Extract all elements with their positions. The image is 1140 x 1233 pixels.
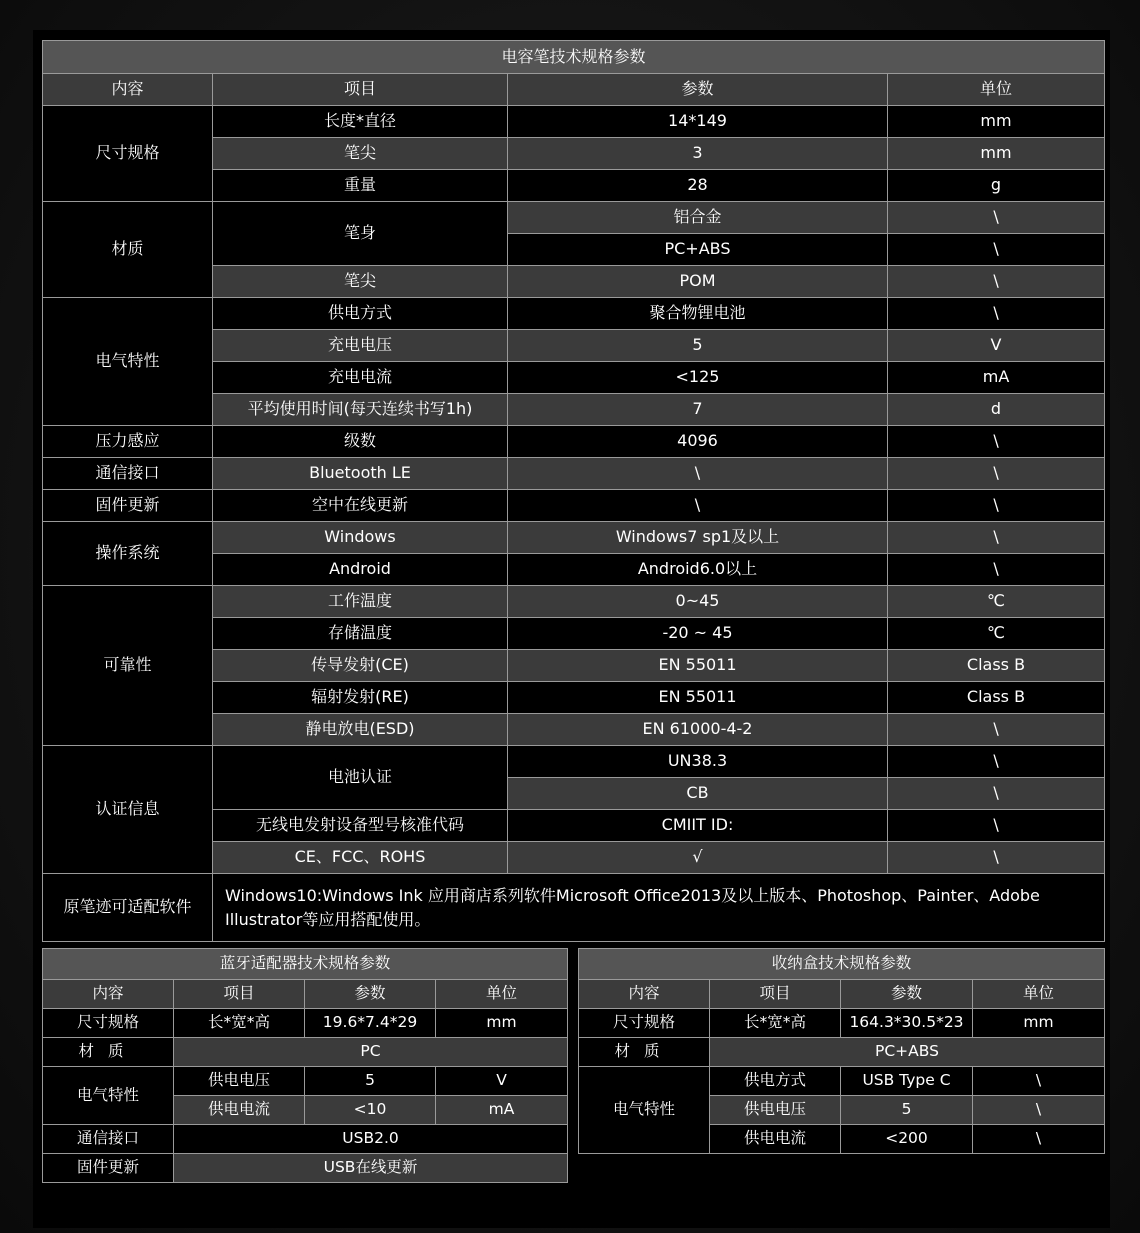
item-cell: 充电电流 <box>213 362 508 394</box>
item-cell: 空中在线更新 <box>213 490 508 522</box>
table-row <box>43 1009 568 1038</box>
param-cell: 7 <box>508 394 888 426</box>
unit-cell: d <box>888 394 1105 426</box>
table-row <box>43 458 1105 490</box>
table-row <box>43 522 1105 554</box>
item-cell: 供电电压 <box>174 1067 305 1096</box>
header-param: 参数 <box>841 980 973 1009</box>
table-row <box>43 490 1105 522</box>
param-cell: 3 <box>508 138 888 170</box>
table-row <box>43 874 1105 942</box>
table-row <box>43 1067 568 1096</box>
param-cell: USB Type C <box>841 1067 973 1096</box>
unit-cell: g <box>888 170 1105 202</box>
category-firmware: 固件更新 <box>43 1154 174 1183</box>
param-cell: POM <box>508 266 888 298</box>
table-title: 电容笔技术规格参数 <box>43 41 1105 74</box>
category-material: 材质 <box>579 1038 710 1067</box>
header-content: 内容 <box>43 74 213 106</box>
table-row <box>43 426 1105 458</box>
param-cell: \ <box>508 490 888 522</box>
table-row <box>43 106 1105 138</box>
header-content: 内容 <box>579 980 710 1009</box>
unit-cell: \ <box>888 234 1105 266</box>
unit-cell: Class B <box>888 682 1105 714</box>
category-cert: 认证信息 <box>43 746 213 874</box>
item-cell: Bluetooth LE <box>213 458 508 490</box>
item-cell: 辐射发射(RE) <box>213 682 508 714</box>
item-cell: 长*宽*高 <box>174 1009 305 1038</box>
param-cell: CMIIT ID: <box>508 810 888 842</box>
item-cell: 笔尖 <box>213 138 508 170</box>
table-title: 收纳盒技术规格参数 <box>579 949 1105 980</box>
unit-cell: \ <box>973 1096 1105 1125</box>
unit-cell: \ <box>888 810 1105 842</box>
table-header-row <box>43 980 568 1009</box>
param-cell: 聚合物锂电池 <box>508 298 888 330</box>
item-cell: 工作温度 <box>213 586 508 618</box>
table-row <box>579 1067 1105 1096</box>
storage-box-spec-table <box>578 948 1105 1154</box>
table-title: 蓝牙适配器技术规格参数 <box>43 949 568 980</box>
category-os: 操作系统 <box>43 522 213 586</box>
table-row <box>43 586 1105 618</box>
table-header-row <box>579 980 1105 1009</box>
item-cell: 长度*直径 <box>213 106 508 138</box>
param-cell: 5 <box>841 1096 973 1125</box>
param-cell: UN38.3 <box>508 746 888 778</box>
category-material: 材质 <box>43 1038 174 1067</box>
header-content: 内容 <box>43 980 174 1009</box>
unit-cell: \ <box>888 298 1105 330</box>
unit-cell: ℃ <box>888 586 1105 618</box>
item-cell: CE、FCC、ROHS <box>213 842 508 874</box>
unit-cell: \ <box>973 1125 1105 1154</box>
unit-cell: \ <box>888 842 1105 874</box>
table-row <box>579 1038 1105 1067</box>
param-cell: 铝合金 <box>508 202 888 234</box>
param-cell: <125 <box>508 362 888 394</box>
unit-cell: \ <box>888 714 1105 746</box>
category-comm: 通信接口 <box>43 1125 174 1154</box>
unit-cell: \ <box>888 458 1105 490</box>
category-electrical: 电气特性 <box>43 1067 174 1125</box>
table-row <box>579 1009 1105 1038</box>
param-cell: CB <box>508 778 888 810</box>
category-electrical: 电气特性 <box>579 1067 710 1154</box>
param-cell: Android6.0以上 <box>508 554 888 586</box>
item-cell: 平均使用时间(每天连续书写1h) <box>213 394 508 426</box>
param-cell: Windows7 sp1及以上 <box>508 522 888 554</box>
category-reliability: 可靠性 <box>43 586 213 746</box>
header-item: 项目 <box>213 74 508 106</box>
software-note: Windows10:Windows Ink 应用商店系列软件Microsoft Office2013及以上版本、Photoshop、Painter、Adobe Illustrator等应用搭配使用。 <box>213 874 1105 942</box>
category-size: 尺寸规格 <box>579 1009 710 1038</box>
table-row <box>43 1125 568 1154</box>
category-comm: 通信接口 <box>43 458 213 490</box>
unit-cell: \ <box>888 202 1105 234</box>
unit-cell: \ <box>888 522 1105 554</box>
unit-cell: \ <box>888 266 1105 298</box>
item-cell: 无线电发射设备型号核准代码 <box>213 810 508 842</box>
param-cell: \ <box>508 458 888 490</box>
table-row <box>43 1038 568 1067</box>
item-cell: 电池认证 <box>213 746 508 810</box>
table-row <box>43 298 1105 330</box>
item-cell: 供电方式 <box>213 298 508 330</box>
unit-cell: mm <box>888 106 1105 138</box>
header-unit: 单位 <box>888 74 1105 106</box>
unit-cell: \ <box>888 554 1105 586</box>
header-param: 参数 <box>508 74 888 106</box>
item-cell: 静电放电(ESD) <box>213 714 508 746</box>
unit-cell: \ <box>973 1067 1105 1096</box>
param-cell: √ <box>508 842 888 874</box>
item-cell: 供电方式 <box>710 1067 841 1096</box>
item-cell: 供电电流 <box>710 1125 841 1154</box>
param-cell: 28 <box>508 170 888 202</box>
table-row <box>43 1154 568 1183</box>
param-cell: EN 55011 <box>508 682 888 714</box>
header-item: 项目 <box>174 980 305 1009</box>
item-cell: 充电电压 <box>213 330 508 362</box>
item-cell: Android <box>213 554 508 586</box>
unit-cell: V <box>888 330 1105 362</box>
item-cell: 级数 <box>213 426 508 458</box>
table-row <box>43 746 1105 778</box>
item-cell: 笔身 <box>213 202 508 266</box>
unit-cell: mm <box>436 1009 568 1038</box>
param-cell: <200 <box>841 1125 973 1154</box>
param-cell: EN 61000-4-2 <box>508 714 888 746</box>
stylus-spec-table <box>42 40 1105 942</box>
category-firmware: 固件更新 <box>43 490 213 522</box>
item-cell: 重量 <box>213 170 508 202</box>
header-unit: 单位 <box>436 980 568 1009</box>
item-cell: 存储温度 <box>213 618 508 650</box>
unit-cell: mm <box>973 1009 1105 1038</box>
param-cell: PC <box>174 1038 568 1067</box>
unit-cell: \ <box>888 426 1105 458</box>
unit-cell: \ <box>888 746 1105 778</box>
category-pressure: 压力感应 <box>43 426 213 458</box>
unit-cell: \ <box>888 490 1105 522</box>
item-cell: 传导发射(CE) <box>213 650 508 682</box>
adapter-spec-table <box>42 948 568 1183</box>
param-cell: <10 <box>305 1096 436 1125</box>
param-cell: PC+ABS <box>508 234 888 266</box>
item-cell: 供电电流 <box>174 1096 305 1125</box>
param-cell: 19.6*7.4*29 <box>305 1009 436 1038</box>
header-unit: 单位 <box>973 980 1105 1009</box>
header-item: 项目 <box>710 980 841 1009</box>
category-size: 尺寸规格 <box>43 1009 174 1038</box>
unit-cell: Class B <box>888 650 1105 682</box>
category-size: 尺寸规格 <box>43 106 213 202</box>
param-cell: 0~45 <box>508 586 888 618</box>
unit-cell: mA <box>436 1096 568 1125</box>
param-cell: 5 <box>508 330 888 362</box>
table-header-row <box>43 74 1105 106</box>
category-electrical: 电气特性 <box>43 298 213 426</box>
param-cell: 5 <box>305 1067 436 1096</box>
unit-cell: mA <box>888 362 1105 394</box>
item-cell: 供电电压 <box>710 1096 841 1125</box>
unit-cell: mm <box>888 138 1105 170</box>
param-cell: PC+ABS <box>710 1038 1105 1067</box>
param-cell: 4096 <box>508 426 888 458</box>
category-material: 材质 <box>43 202 213 298</box>
param-cell: USB在线更新 <box>174 1154 568 1183</box>
unit-cell: ℃ <box>888 618 1105 650</box>
table-row <box>43 202 1105 234</box>
unit-cell: \ <box>888 778 1105 810</box>
param-cell: -20 ~ 45 <box>508 618 888 650</box>
item-cell: Windows <box>213 522 508 554</box>
param-cell: 164.3*30.5*23 <box>841 1009 973 1038</box>
param-cell: 14*149 <box>508 106 888 138</box>
param-cell: USB2.0 <box>174 1125 568 1154</box>
param-cell: EN 55011 <box>508 650 888 682</box>
item-cell: 长*宽*高 <box>710 1009 841 1038</box>
header-param: 参数 <box>305 980 436 1009</box>
unit-cell: V <box>436 1067 568 1096</box>
category-software: 原笔迹可适配软件 <box>43 874 213 942</box>
item-cell: 笔尖 <box>213 266 508 298</box>
